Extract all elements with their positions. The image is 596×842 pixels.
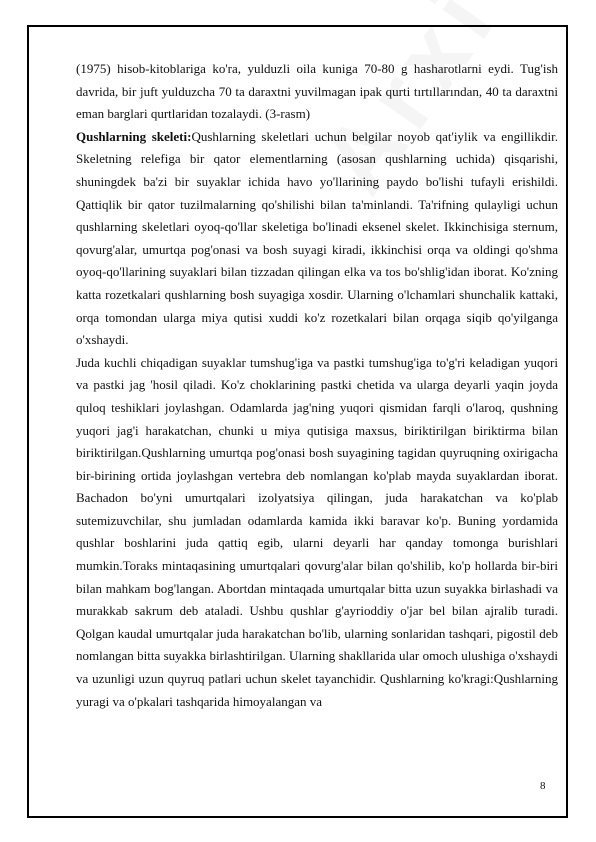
section-heading-skeleton: Qushlarning skeleti: (76, 128, 192, 144)
paragraph-1: (1975) hisob-kitoblariga ko'ra, yulduzli oila kuniga 70-80 g hasharotlarni eydi. Tug'ish davrida, bir juft yulduzcha 70 ta daraxtni yuvilmagan ipak qurti tırtıllarından, 40 ta daraxtni eman barglari qurtlaridan tozalaydi. (3-rasm) (76, 61, 558, 122)
page-number: 8 (540, 780, 546, 792)
paragraph-3: Juda kuchli chiqadigan suyaklar tumshug'iga va pastki tumshug'iga to'g'ri keladigan yuqori va pastki jag 'hosil qiladi. Ko'z choklarining pastki chetida va ularga deyarli yaqin joyda quloq teshiklari joylashgan. Odamlarda jag'ning yuqori qismidan farqli o'laroq, qushning yuqori jag'i harakatchan, chunki u miya qutisiga maxsus, biriktirilgan biriktirma bilan biriktirilgan.Qushlarning umurtqa pog'onasi bosh suyagining tagidan quyruqning oxirigacha bir-birining ortida joylashgan vertebra deb nomlangan ko'plab mayda suyaklardan iborat. Bachadon bo'yni umurtqalari izolyatsiya qilingan, juda harakatchan va ko'plab sutemizuvchilar, shu jumladan odamlarda kamida ikki baravar ko'p. Buning yordamida qushlar boshlarini juda qattiq egib, ularni deyarli har qanday tomonga burishlari mumkin.Toraks mintaqasining umurtqalari qovurg'alar bilan qo'shilib, ko'p hollarda bir-biri bilan mahkam bog'langan. Abortdan mintaqada umurtqalar bitta uzun suyakka birlashadi va murakkab sakrum deb ataladi. Ushbu qushlar g'ayrioddiy o'jar bel bilan ajralib turadi. Qolgan kaudal umurtqalar juda harakatchan bo'lib, ularning sonlaridan tashqari, pigostil deb nomlangan bitta suyakka birlashtirilgan. Ularning shakllarida ular omoch ulushiga o'xshaydi va uzunligi uzun quyruq patlari uchun skelet tayanchidir. Qushlarning ko'kragi:Qushlarning yuragi va o'pkalari tashqarida himoyalangan va (76, 354, 558, 709)
document-body (76, 58, 558, 713)
paragraph-2-text: Qushlarning skeletlari uchun belgilar noyob qat'iylik va engillikdir. Skeletning relefiga bir qator elementlarning (asosan qushlarning uchida) qisqarishi, shuningdek ba'zi bir suyaklar ichida havo yo'llarining paydo bo'lishi tufayli erishildi. Qattiqlik bir qator tuzilmalarning qo'shilishi bilan ta'minlandi. Ta'rifning qulayligi uchun qushlarning skeletlari oyoq-qo'llar skeletiga bo'linadi eksenel skelet. Ikkinchisiga sternum, qovurg'alar, umurtqa pog'onasi va bosh suyagi kiradi, ikkinchisi orqa va oldingi qo'shma oyoq-qo'llarining suyaklari bilan tizzadan qilingan elka va tos bo'shlig'idan iborat. Ko'zning katta rozetkalari qushlarning bosh suyagiga xosdir. Ularning o'lchamlari shunchalik kattaki, orqa tomondan ularga miya qutisi xuddi ko'z rozetkalari bilan orqaga siqib qo'yilganga o'xshaydi. (76, 128, 559, 348)
paragraph-2 (76, 126, 558, 352)
